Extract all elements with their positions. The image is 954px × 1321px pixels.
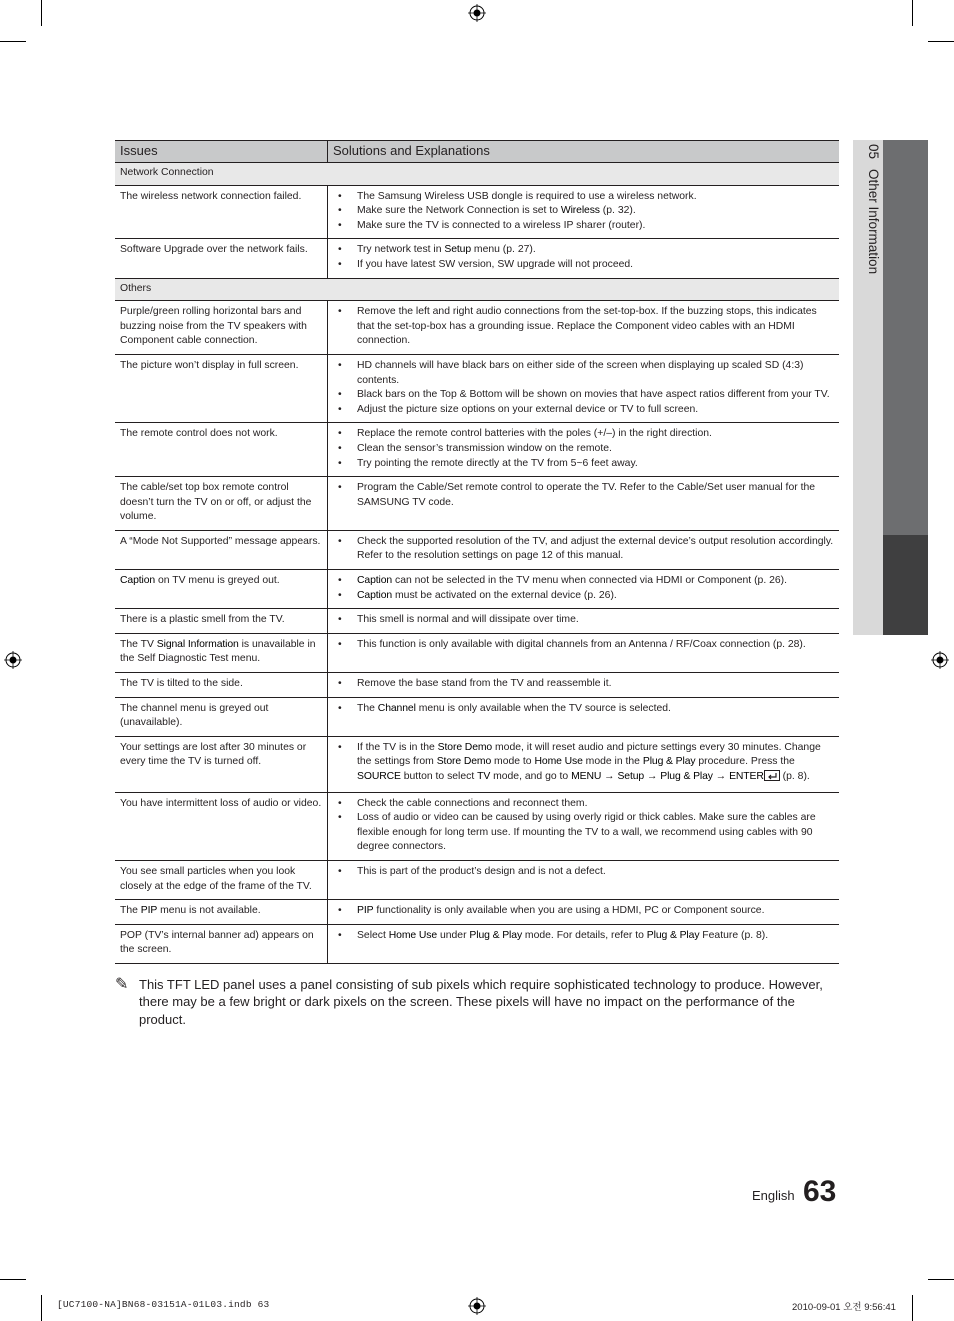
crop-mark <box>928 41 954 42</box>
solution-cell <box>328 530 840 569</box>
chapter-title: Other Information <box>866 169 881 275</box>
solution-cell <box>328 301 840 355</box>
solution-list <box>333 702 834 717</box>
footer-language: English <box>752 1188 795 1203</box>
chapter-number: 05 <box>866 144 881 160</box>
solution-list <box>333 190 834 234</box>
solution-cell <box>328 697 840 736</box>
issue-cell: Purple/green rolling horizontal bars and buzzing noise from the TV speakers with Component cable connection. <box>115 301 328 355</box>
table-row <box>115 301 839 355</box>
column-header-solutions: Solutions and Explanations <box>328 141 840 163</box>
note <box>115 976 839 1028</box>
solution-cell <box>328 792 840 860</box>
solution-item: • Loss of audio or video can be caused by using overly rigid or thick cables. Make sure the cables are flexible enough for long term use. If mounting the TV to a wall, we recommend using cables with 90 degree connectors. <box>333 811 834 855</box>
solution-item: • If the TV is in the Store Demo mode, it will reset audio and picture settings every 30 minutes. Change the settings from Store Demo mode to Home Use mode in the Plug & Play procedure. Press the SOURCE button to select TV mode, and go to MENU → Setup → Plug & Play → ENTER (p. 8). <box>333 741 834 787</box>
page-number: 63 <box>803 1175 837 1208</box>
solution-cell <box>328 239 840 278</box>
issue-cell: The PIP menu is not available. <box>115 900 328 925</box>
issue-cell: The remote control does not work. <box>115 423 328 477</box>
troubleshooting-table <box>115 140 839 964</box>
solution-item: • Check the supported resolution of the TV, and adjust the external device’s output resolution accordingly. Refer to the resolution settings on page 12 of this manual. <box>333 535 834 564</box>
keyword: Wireless <box>560 205 600 217</box>
column-header-issues: Issues <box>115 141 328 163</box>
issue-cell: There is a plastic smell from the TV. <box>115 609 328 634</box>
table-row <box>115 239 839 278</box>
solution-list <box>333 243 834 272</box>
section-title: Network Connection <box>115 163 839 186</box>
keyword: TV <box>477 771 491 782</box>
solution-cell <box>328 924 840 963</box>
solution-item: • This is part of the product’s design and is not a defect. <box>333 865 834 880</box>
solution-cell <box>328 900 840 925</box>
solution-cell <box>328 354 840 422</box>
keyword: Home Use <box>534 756 583 768</box>
keyword: Plug & Play <box>660 771 713 782</box>
issue-cell: Caption on TV menu is greyed out. <box>115 570 328 609</box>
solution-cell <box>328 185 840 239</box>
solution-item: • The Samsung Wireless USB dongle is required to use a wireless network. <box>333 190 834 205</box>
solution-item: • Make sure the TV is connected to a wireless IP sharer (router). <box>333 219 834 234</box>
solution-item: • Caption can not be selected in the TV menu when connected via HDMI or Component (p. 26). <box>333 574 834 589</box>
table-header-row <box>115 141 839 163</box>
solution-item: • Clean the sensor’s transmission window on the remote. <box>333 442 834 457</box>
keyword: SOURCE <box>357 771 401 782</box>
crop-mark <box>912 1295 913 1321</box>
solution-item: • PIP functionality is only available when you are using a HDMI, PC or Component source. <box>333 904 834 919</box>
table-row <box>115 423 839 477</box>
solution-cell <box>328 477 840 531</box>
table-body <box>115 163 839 964</box>
keyword: Plug & Play <box>469 929 523 941</box>
solution-list <box>333 481 834 510</box>
solution-cell <box>328 860 840 899</box>
solution-item: • Select Home Use under Plug & Play mode. For details, refer to Plug & Play Feature (p. 8). <box>333 929 834 944</box>
table-row <box>115 924 839 963</box>
table-row <box>115 697 839 736</box>
solution-item: • Caption must be activated on the external device (p. 26). <box>333 589 834 604</box>
table-row <box>115 609 839 634</box>
note-text: This TFT LED panel uses a panel consisting of sub pixels which require sophisticated technology to produce. However, there may be a few bright or dark pixels on the screen. These pixels will have no impact on the performance of the product. <box>139 977 823 1027</box>
solution-list <box>333 904 834 919</box>
keyword: Home Use <box>388 929 438 941</box>
registration-mark-icon <box>931 651 949 669</box>
solution-list <box>333 427 834 471</box>
solution-cell <box>328 609 840 634</box>
table-row <box>115 860 839 899</box>
solution-list <box>333 929 834 944</box>
solution-item: • Adjust the picture size options on your external device or TV to full screen. <box>333 403 834 418</box>
solution-cell <box>328 570 840 609</box>
solution-list <box>333 797 834 855</box>
table-row <box>115 673 839 698</box>
chapter-label <box>857 144 881 444</box>
issue-cell: The cable/set top box remote control doesn’t turn the TV on or off, or adjust the volume. <box>115 477 328 531</box>
issue-cell: POP (TV’s internal banner ad) appears on the screen. <box>115 924 328 963</box>
solution-item: • Remove the left and right audio connections from the set-top-box. If the buzzing stops, this indicates that the set-top-box has a grounding issue. Replace the Component video cables with an HDMI connection. <box>333 305 834 349</box>
issue-cell: You have intermittent loss of audio or video. <box>115 792 328 860</box>
keyword: MENU <box>571 771 602 782</box>
solution-list <box>333 359 834 417</box>
solution-cell <box>328 633 840 672</box>
solution-item: • HD channels will have black bars on either side of the screen when displaying up scaled SD (4:3) contents. <box>333 359 834 388</box>
keyword: Caption <box>120 575 156 587</box>
issue-cell: You see small particles when you look closely at the edge of the frame of the TV. <box>115 860 328 899</box>
table-row <box>115 530 839 569</box>
solution-item: • Make sure the Network Connection is set to Wireless (p. 32). <box>333 204 834 219</box>
keyword: Store Demo <box>436 756 492 768</box>
keyword: PIP <box>140 905 158 917</box>
solution-cell <box>328 736 840 792</box>
solution-list <box>333 305 834 349</box>
solution-list <box>333 638 834 653</box>
solution-list <box>333 535 834 564</box>
table-row <box>115 792 839 860</box>
table-row <box>115 633 839 672</box>
solution-item: • This function is only available with digital channels from an Antenna / RF/Coax connection (p. 28). <box>333 638 834 653</box>
keyword: Store Demo <box>437 741 493 753</box>
issue-cell: The channel menu is greyed out (unavailable). <box>115 697 328 736</box>
keyword: Plug & Play <box>642 756 696 768</box>
crop-mark <box>912 0 913 26</box>
keyword: Setup <box>617 771 645 782</box>
solution-item: • Check the cable connections and reconnect them. <box>333 797 834 812</box>
keyword: Setup <box>444 244 472 256</box>
chapter-tab <box>853 140 928 635</box>
solution-item: • If you have latest SW version, SW upgrade will not proceed. <box>333 258 834 273</box>
print-slug-file: [UC7100-NA]BN68-03151A-01L03.indb 63 <box>57 1299 270 1310</box>
keyword: PIP <box>357 905 374 917</box>
solution-list <box>333 613 834 628</box>
table-row <box>115 185 839 239</box>
table-row <box>115 900 839 925</box>
table-row <box>115 570 839 609</box>
enter-icon <box>764 770 780 787</box>
solution-list <box>333 741 834 787</box>
solution-item: • Replace the remote control batteries with the poles (+/–) in the right direction. <box>333 427 834 442</box>
issue-cell: Software Upgrade over the network fails. <box>115 239 328 278</box>
solution-list <box>333 574 834 603</box>
issue-cell: Your settings are lost after 30 minutes or every time the TV is turned off. <box>115 736 328 792</box>
issue-cell: The TV Signal Information is unavailable in the Self Diagnostic Test menu. <box>115 633 328 672</box>
solution-item: • Black bars on the Top & Bottom will be shown on movies that have aspect ratios different from your TV. <box>333 388 834 403</box>
solution-list <box>333 677 834 692</box>
solution-item: • This smell is normal and will dissipate over time. <box>333 613 834 628</box>
crop-mark <box>0 41 26 42</box>
solution-list <box>333 865 834 880</box>
keyword: ENTER <box>729 771 764 782</box>
solution-item: • Program the Cable/Set remote control to operate the TV. Refer to the Cable/Set user manual for the SAMSUNG TV code. <box>333 481 834 510</box>
crop-mark <box>928 1279 954 1280</box>
table-row <box>115 354 839 422</box>
keyword: Signal Information <box>156 638 239 650</box>
registration-mark-icon <box>468 4 486 22</box>
section-title: Others <box>115 278 839 301</box>
issue-cell: A “Mode Not Supported” message appears. <box>115 530 328 569</box>
issue-cell: The TV is tilted to the side. <box>115 673 328 698</box>
solution-cell <box>328 423 840 477</box>
crop-mark <box>41 1295 42 1321</box>
keyword: Plug & Play <box>646 929 700 941</box>
table-row <box>115 477 839 531</box>
solution-item: • The Channel menu is only available when the TV source is selected. <box>333 702 834 717</box>
section-row <box>115 163 839 186</box>
solution-item: • Remove the base stand from the TV and reassemble it. <box>333 677 834 692</box>
solution-cell <box>328 673 840 698</box>
crop-mark <box>0 1279 26 1280</box>
section-row <box>115 278 839 301</box>
solution-item: • Try network test in Setup menu (p. 27). <box>333 243 834 258</box>
solution-item: • Try pointing the remote directly at the TV from 5~6 feet away. <box>333 457 834 472</box>
keyword: Channel <box>377 702 416 714</box>
print-slug-timestamp: 2010-09-01 오전 9:56:41 <box>792 1302 896 1313</box>
keyword: Caption <box>357 575 393 587</box>
pencil-note-icon: ✎ <box>115 976 129 993</box>
registration-mark-icon <box>4 651 22 669</box>
issue-cell: The wireless network connection failed. <box>115 185 328 239</box>
chapter-tab-marker <box>883 535 928 635</box>
chapter-tab-bar <box>883 140 928 535</box>
issue-cell: The picture won’t display in full screen. <box>115 354 328 422</box>
crop-mark <box>41 0 42 26</box>
table-row <box>115 736 839 792</box>
registration-mark-icon <box>468 1297 486 1315</box>
keyword: Caption <box>357 589 393 601</box>
